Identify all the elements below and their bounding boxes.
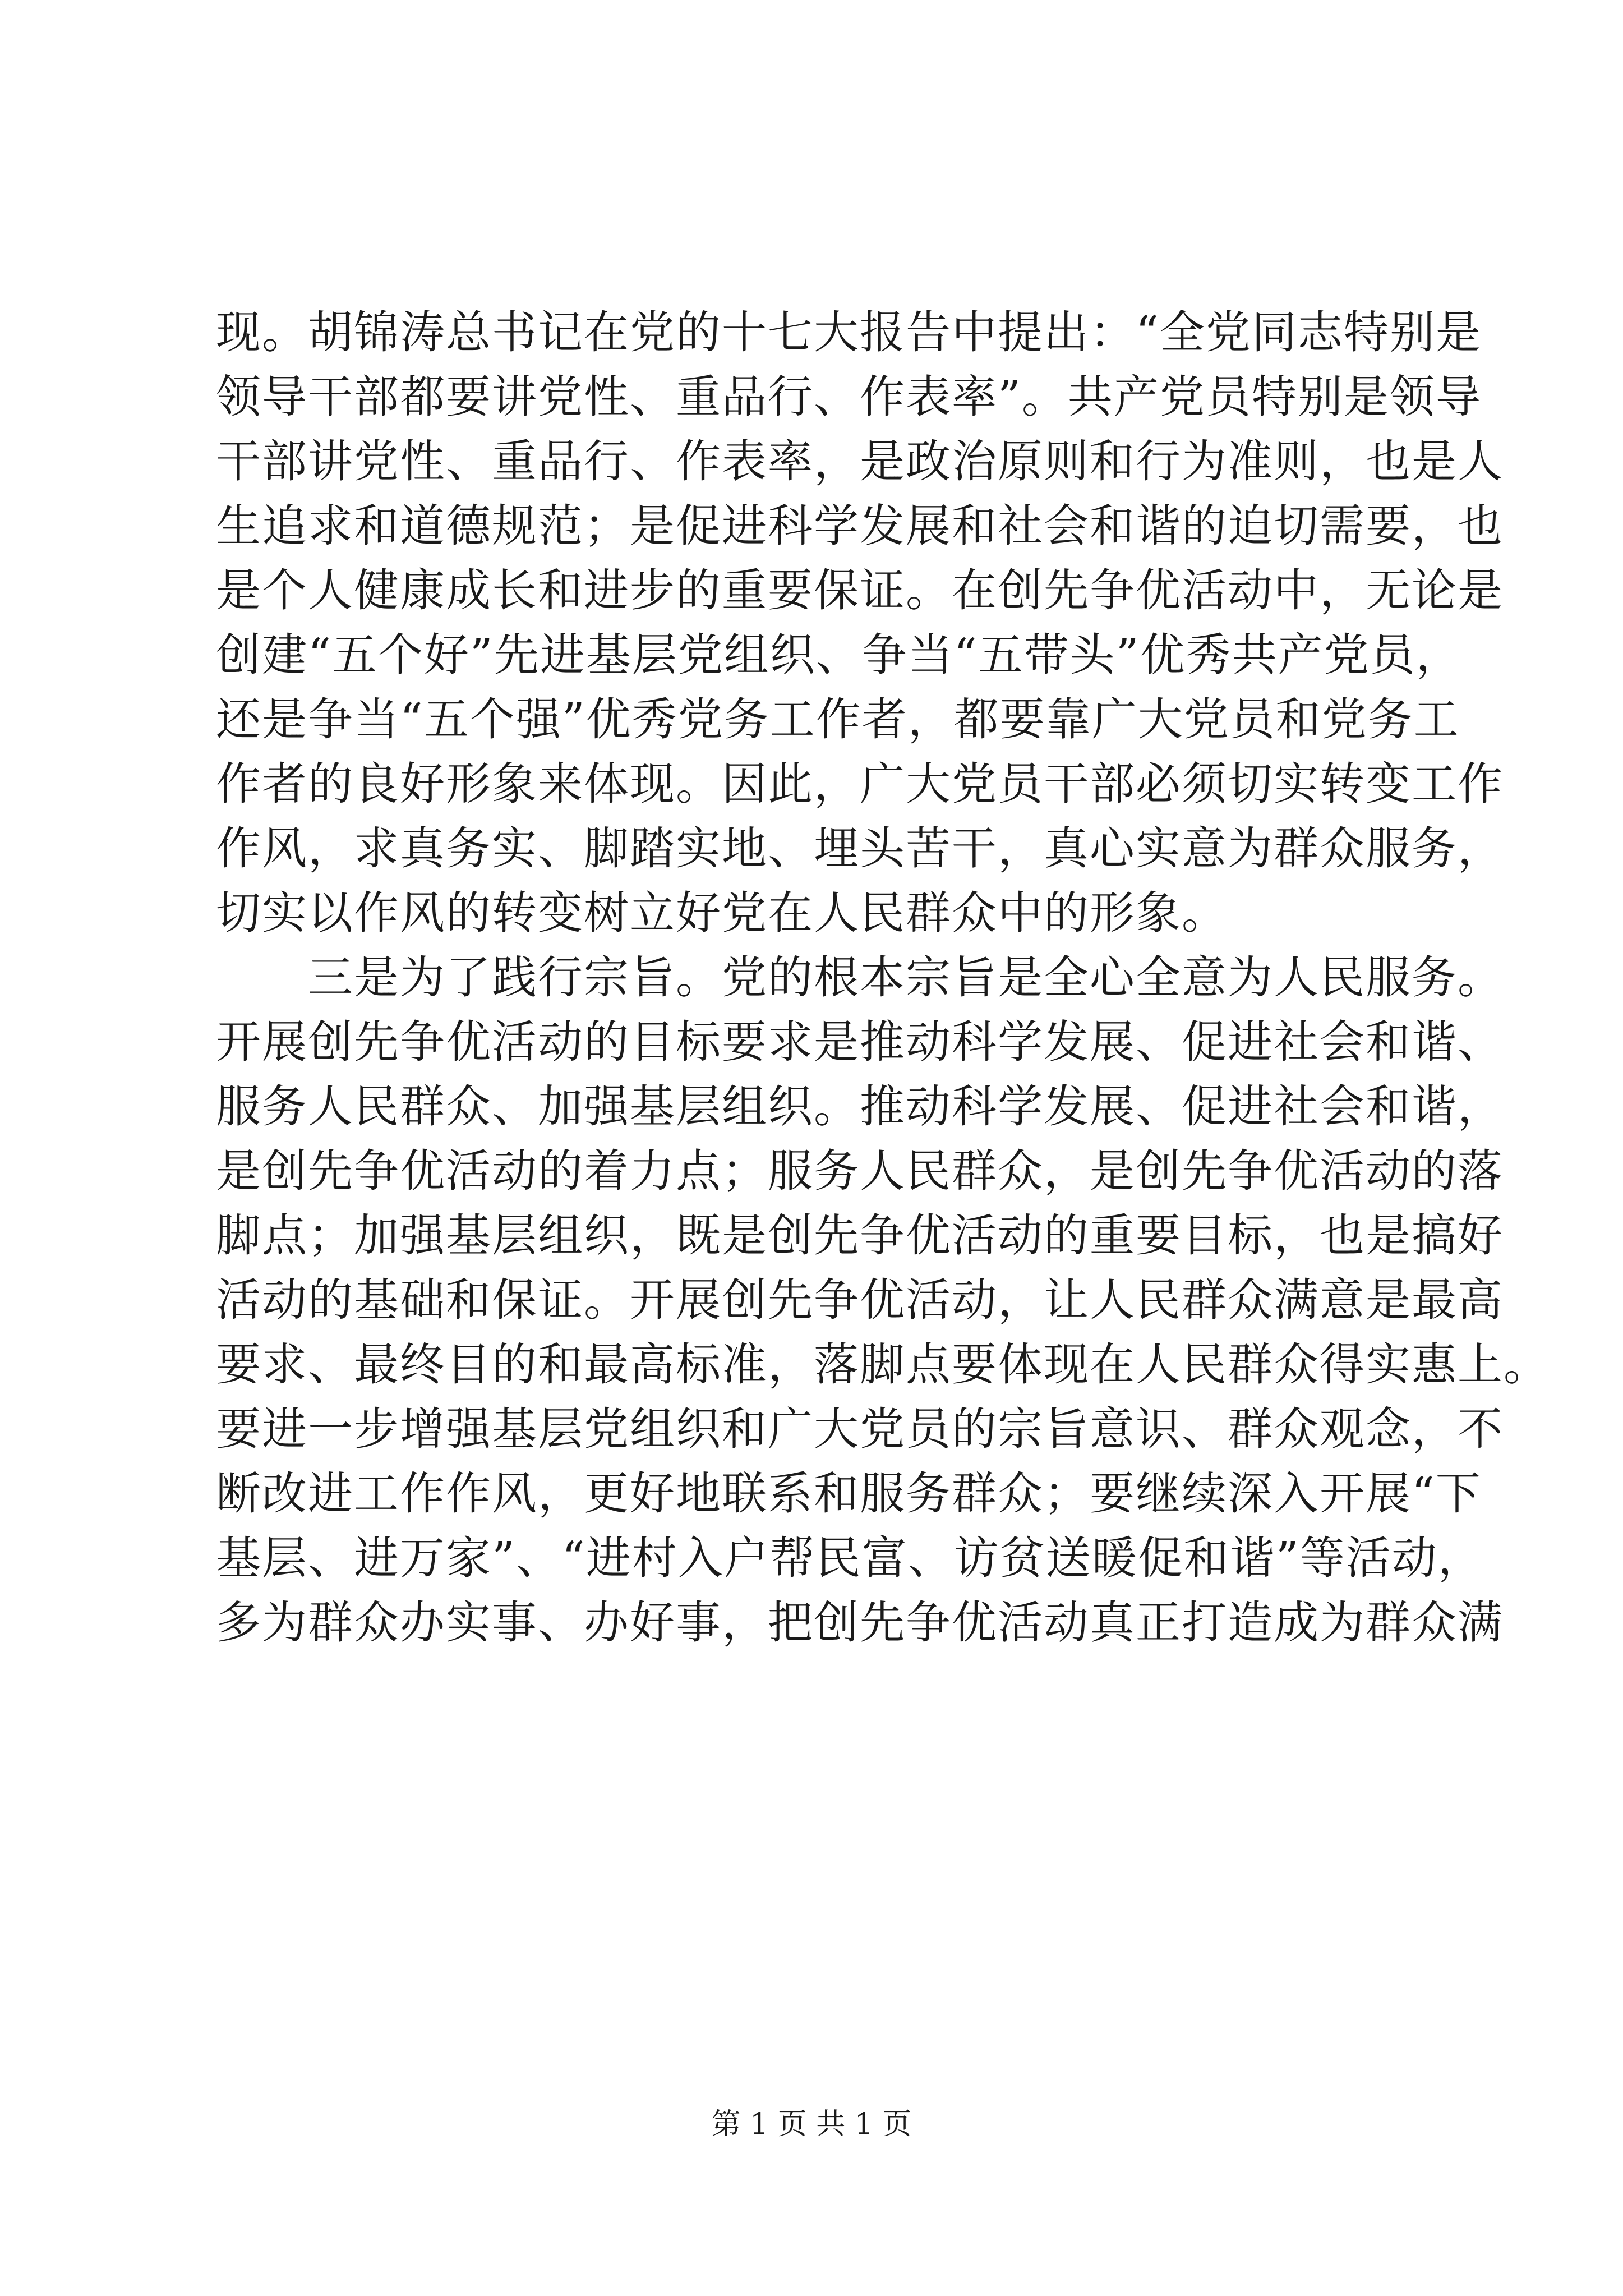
- paragraph-1: [216, 300, 1504, 945]
- text-line: 脚点；加强基层组织，既是创先争优活动的重要目标，也是搞好: [216, 1209, 1504, 1262]
- text-line: 是创先争优活动的着力点；服务人民群众，是创先争优活动的落: [216, 1145, 1504, 1197]
- text-line: 作风，求真务实、脚踏实地、埋头苦干，真心实意为群众服务，: [216, 822, 1504, 875]
- text-line: 现。胡锦涛总书记在党的十七大报告中提出：“全党同志特别是: [216, 306, 1482, 358]
- text-line: 作者的良好形象来体现。因此，广大党员干部必须切实转变工作: [216, 758, 1504, 810]
- text-line: 领导干部都要讲党性、重品行、作表率”。共产党员特别是领导: [216, 371, 1482, 423]
- text-line: 还是争当“五个强”优秀党务工作者，都要靠广大党员和党务工: [216, 693, 1460, 746]
- paragraph-2: [216, 945, 1550, 1655]
- text-line: 创建“五个好”先进基层党组织、争当“五带头”优秀共产党员，: [216, 629, 1462, 681]
- text-line: 要进一步增强基层党组织和广大党员的宗旨意识、群众观念，不: [216, 1403, 1504, 1455]
- page-number-label: 第 1 页 共 1 页: [711, 2108, 912, 2141]
- text-line: 是个人健康成长和进步的重要保证。在创先争优活动中，无论是: [216, 564, 1504, 616]
- text-line: 切实以作风的转变树立好党在人民群众中的形象。: [216, 887, 1228, 939]
- text-line: 要求、最终目的和最高标准，落脚点要体现在人民群众得实惠上。: [216, 1338, 1550, 1391]
- body-text: [216, 300, 1550, 1655]
- text-line: 三是为了践行宗旨。党的根本宗旨是全心全意为人民服务。: [216, 951, 1504, 1004]
- text-line: 活动的基础和保证。开展创先争优活动，让人民群众满意是最高: [216, 1274, 1504, 1326]
- text-line: 多为群众办实事、办好事，把创先争优活动真正打造成为群众满: [216, 1596, 1504, 1649]
- text-line: 开展创先争优活动的目标要求是推动科学发展、促进社会和谐、: [216, 1016, 1504, 1068]
- text-line: 生追求和道德规范；是促进科学发展和社会和谐的迫切需要，也: [216, 500, 1504, 552]
- text-line: 服务人民群众、加强基层组织。推动科学发展、促进社会和谐，: [216, 1080, 1504, 1133]
- text-line: 干部讲党性、重品行、作表率，是政治原则和行为准则，也是人: [216, 435, 1504, 487]
- text-line: 基层、进万家”、“进村入户帮民富、访贫送暖促和谐”等活动，: [216, 1532, 1484, 1584]
- page-footer: [0, 2106, 1623, 2142]
- text-line: 断改进工作作风，更好地联系和服务群众；要继续深入开展“下: [216, 1467, 1482, 1520]
